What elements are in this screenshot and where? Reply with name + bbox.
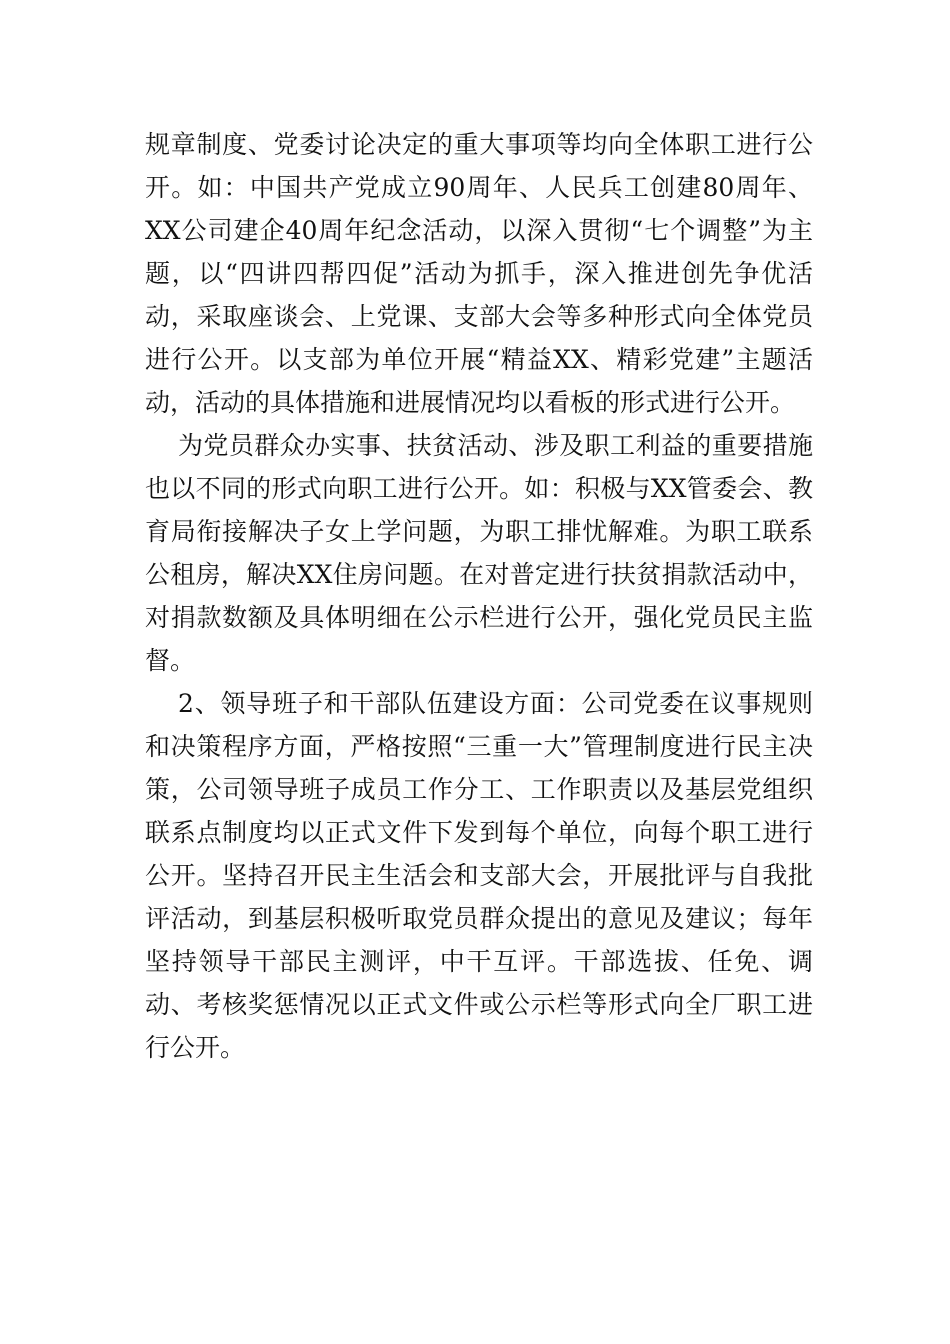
- paragraph-public-affairs: 规章制度、党委讨论决定的重大事项等均向全体职工进行公开。如：中国共产党成立90周年、人民兵工创建80周年、XX公司建企40周年纪念活动，以深入贯彻“七个调整”为主题，以“四讲四帮四促”活动为抓手，深入推进创先争优活动，采取座谈会、上党课、支部大会等多种形式向全体党员进行公开。以支部为单位开展“精益XX、精彩党建”主题活动，活动的具体措施和进展情况均以看板的形式进行公开。: [145, 130, 813, 417]
- document-body: [145, 123, 813, 1069]
- paragraph-practical-matters: 为党员群众办实事、扶贫活动、涉及职工利益的重要措施也以不同的形式向职工进行公开。如：积极与XX管委会、教育局衔接解决子女上学问题，为职工排忧解难。为职工联系公租房，解决XX住房问题。在对普定进行扶贫捐款活动中，对捐款数额及具体明细在公示栏进行公开，强化党员民主监督。: [145, 431, 813, 675]
- paragraph-leadership-building: 2、领导班子和干部队伍建设方面：公司党委在议事规则和决策程序方面，严格按照“三重一大”管理制度进行民主决策，公司领导班子成员工作分工、工作职责以及基层党组织联系点制度均以正式文件下发到每个单位，向每个职工进行公开。坚持召开民主生活会和支部大会，开展批评与自我批评活动，到基层积极听取党员群众提出的意见及建议；每年坚持领导干部民主测评，中干互评。干部选拔、任免、调动、考核奖惩情况以正式文件或公示栏等形式向全厂职工进行公开。: [145, 689, 813, 1062]
